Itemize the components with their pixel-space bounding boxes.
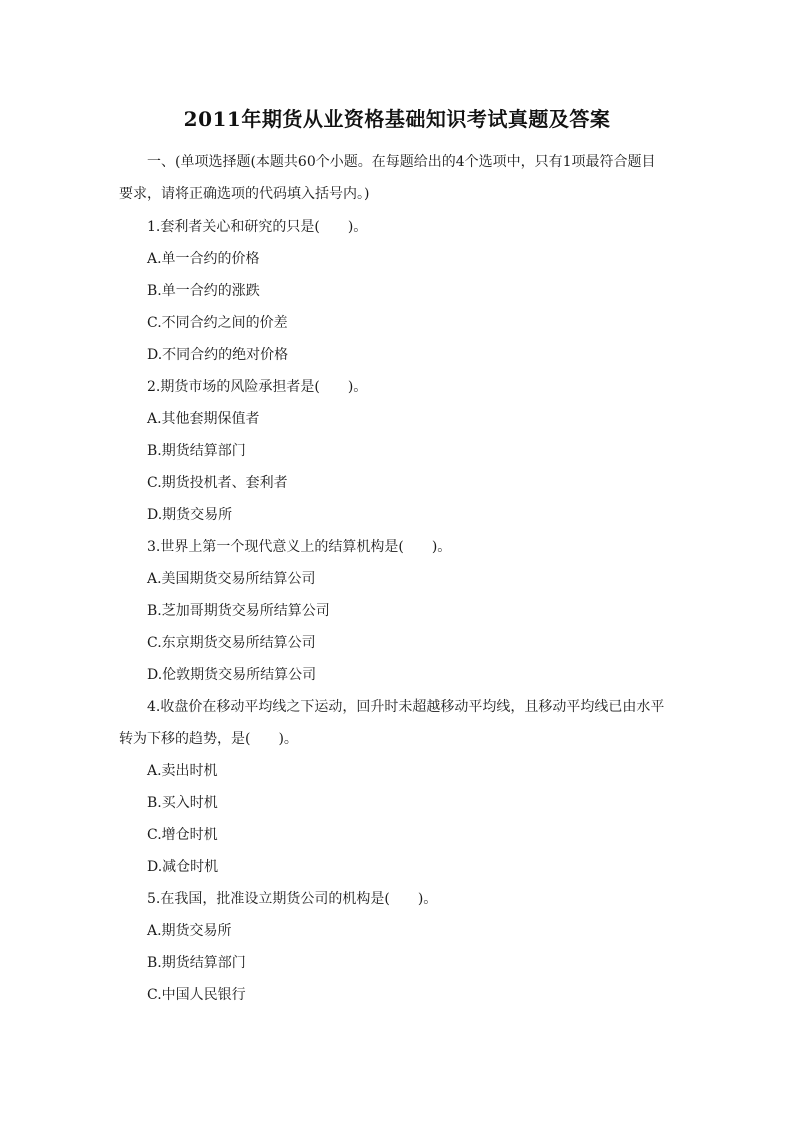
question-3-stem: 3.世界上第一个现代意义上的结算机构是( )。 [147, 539, 452, 555]
question-3-option-a: A.美国期货交易所结算公司 [147, 571, 316, 587]
question-2-option-b: B.期货结算部门 [147, 443, 246, 459]
question-2-option-c: C.期货投机者、套利者 [147, 475, 288, 491]
question-2-option-d: D.期货交易所 [147, 507, 233, 523]
question-4-option-c: C.增仓时机 [147, 827, 218, 843]
section-intro-line-1: 一、(单项选择题(本题共60个小题。在每题给出的4个选项中，只有1项最符合题目 [147, 154, 656, 170]
question-3-option-c: C.东京期货交易所结算公司 [147, 635, 316, 651]
question-5-option-c: C.中国人民银行 [147, 987, 246, 1003]
question-1-stem: 1.套利者关心和研究的只是( )。 [147, 219, 368, 235]
question-5-stem: 5.在我国，批准设立期货公司的机构是( )。 [147, 891, 438, 907]
question-2-stem: 2.期货市场的风险承担者是( )。 [147, 379, 368, 395]
question-2-option-a: A.其他套期保值者 [147, 411, 260, 427]
question-4-option-b: B.买入时机 [147, 795, 218, 811]
question-5-option-b: B.期货结算部门 [147, 955, 246, 971]
question-3-option-d: D.伦敦期货交易所结算公司 [147, 667, 317, 683]
question-1-option-a: A.单一合约的价格 [147, 251, 260, 267]
question-4-option-d: D.减仓时机 [147, 859, 219, 875]
section-intro-line-2: 要求，请将正确选项的代码填入括号内。) [119, 186, 370, 202]
question-1-option-d: D.不同合约的绝对价格 [147, 347, 289, 363]
question-4-stem-line-1: 4.收盘价在移动平均线之下运动，回升时未超越移动平均线，且移动平均线已由水平 [147, 699, 665, 715]
question-3-option-b: B.芝加哥期货交易所结算公司 [147, 603, 330, 619]
question-1-option-c: C.不同合约之间的价差 [147, 315, 288, 331]
question-5-option-a: A.期货交易所 [147, 923, 232, 939]
question-4-stem-line-2: 转为下移的趋势，是( )。 [119, 731, 298, 747]
document-title: 2011年期货从业资格基础知识考试真题及答案 [183, 107, 611, 131]
question-4-option-a: A.卖出时机 [147, 763, 218, 779]
question-1-option-b: B.单一合约的涨跌 [147, 283, 260, 299]
